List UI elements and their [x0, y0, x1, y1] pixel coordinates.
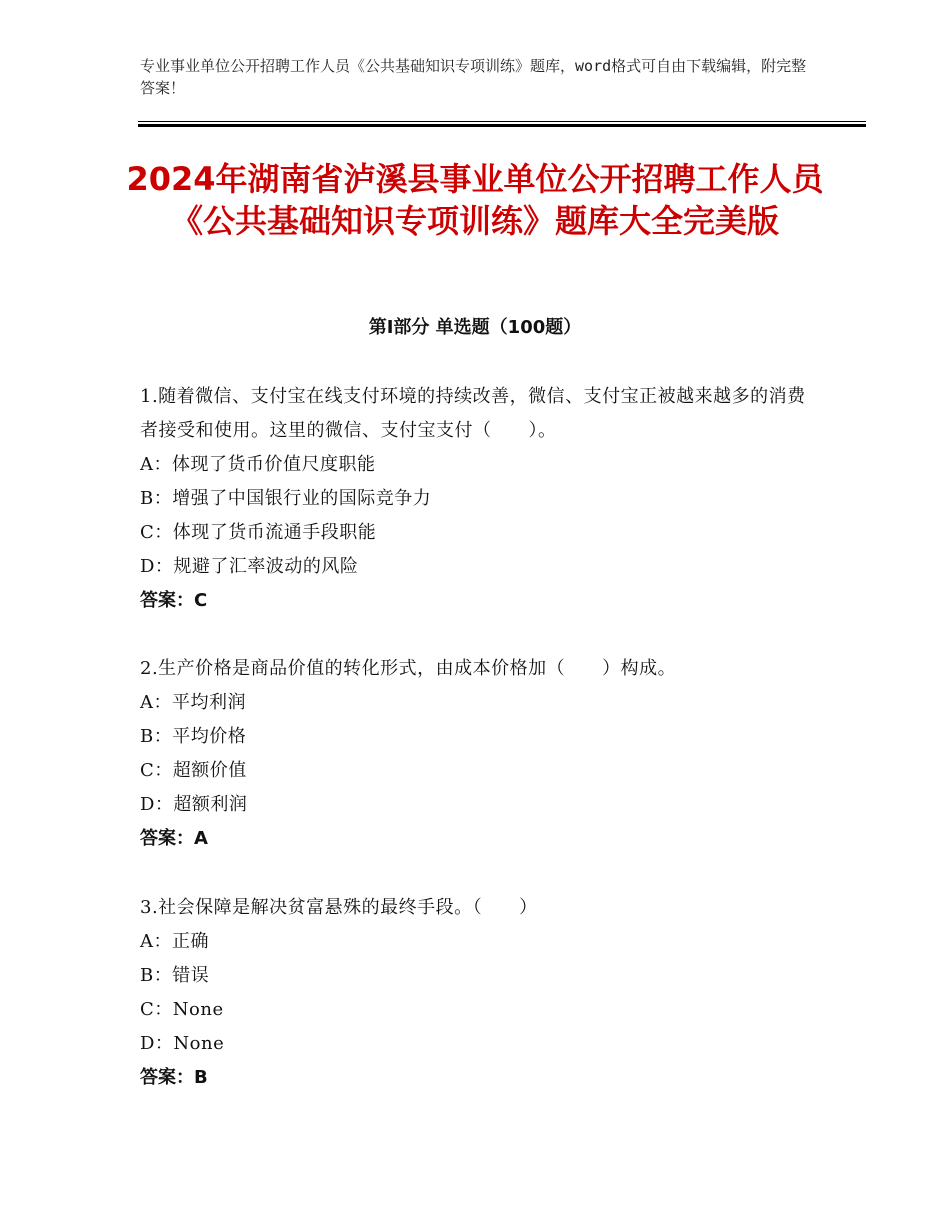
header-rule-thick — [138, 124, 866, 127]
option-b: B：错误 — [140, 965, 210, 986]
option-a: A：体现了货币价值尺度职能 — [140, 454, 376, 475]
section-title: 第Ⅰ部分 单选题（100题） — [368, 317, 582, 338]
option-d: D：规避了汇率波动的风险 — [140, 556, 359, 577]
question-3 — [140, 891, 820, 1095]
option-a: A：平均利润 — [140, 692, 246, 713]
question-2 — [140, 652, 820, 856]
option-d: D：None — [140, 1033, 225, 1054]
header-rule-thin — [138, 121, 866, 122]
option-c: C：体现了货币流通手段职能 — [140, 522, 377, 543]
question-stem: 1.随着微信、支付宝在线支付环境的持续改善，微信、支付宝正被越来越多的消费者接受和使用。这里的微信、支付宝支付（ ）。 — [140, 386, 806, 441]
option-c: C：None — [140, 999, 224, 1020]
answer: 答案：C — [140, 590, 208, 611]
option-b: B：增强了中国银行业的国际竞争力 — [140, 488, 432, 509]
option-d: D：超额利润 — [140, 794, 248, 815]
question-stem: 2.生产价格是商品价值的转化形式，由成本价格加（ ）构成。 — [140, 658, 677, 679]
option-b: B：平均价格 — [140, 726, 247, 747]
document-title: 2024年湖南省泸溪县事业单位公开招聘工作人员《公共基础知识专项训练》题库大全完美版 — [126, 160, 824, 240]
answer: 答案：B — [140, 1067, 208, 1088]
question-stem: 3.社会保障是解决贫富悬殊的最终手段。（ ） — [140, 897, 538, 918]
option-a: A：正确 — [140, 931, 209, 952]
header-note: 专业事业单位公开招聘工作人员《公共基础知识专项训练》题库，word格式可自由下载编辑，附完整答案！ — [140, 57, 807, 97]
answer: 答案：A — [140, 828, 208, 849]
option-c: C：超额价值 — [140, 760, 247, 781]
question-1 — [140, 380, 820, 618]
